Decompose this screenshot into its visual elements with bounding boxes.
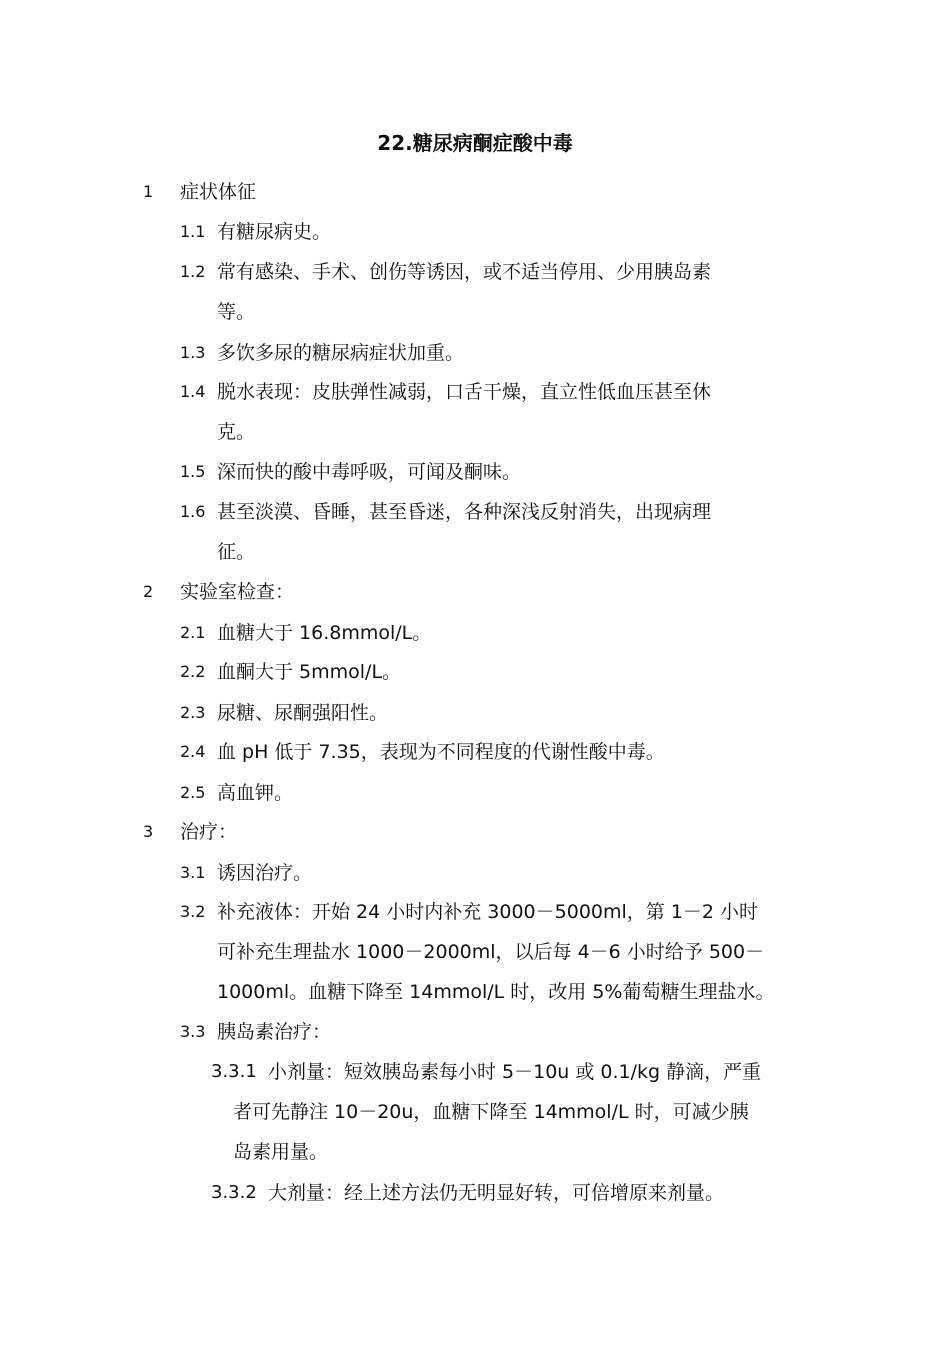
item-1-1-number: 1.1 [180, 222, 206, 241]
section-2-number: 2 [143, 582, 154, 601]
subitem-3-3-1-text: 小剂量：短效胰岛素每小时 5－10u 或 0.1/kg 静滴，严重 [268, 1061, 762, 1083]
subitem-3-3-2-number: 3.3.2 [211, 1182, 257, 1203]
subitem-3-3-2-text: 大剂量：经上述方法仍无明显好转，可倍增原来剂量。 [268, 1182, 725, 1204]
item-3-3-text: 胰岛素治疗： [217, 1021, 332, 1043]
item-2-3-text: 尿糖、尿酮强阳性。 [217, 702, 389, 724]
item-1-5-number: 1.5 [180, 462, 206, 481]
item-1-5-text: 深而快的酸中毒呼吸，可闻及酮味。 [217, 461, 522, 483]
item-1-4-text: 脱水表现：皮肤弹性减弱，口舌干燥，直立性低血压甚至休 [217, 381, 712, 403]
subitem-3-3-1-number: 3.3.1 [211, 1061, 257, 1082]
item-3-2-number: 3.2 [180, 902, 206, 921]
item-1-4-text-cont: 克。 [217, 421, 256, 443]
item-1-1-text: 有糖尿病史。 [217, 221, 332, 243]
item-1-6-text: 甚至淡漠、昏睡，甚至昏迷，各种深浅反射消失，出现病理 [217, 501, 712, 523]
section-3-heading: 治疗： [180, 821, 238, 843]
item-3-3-number: 3.3 [180, 1022, 206, 1041]
item-1-3-number: 1.3 [180, 343, 206, 362]
item-2-3-number: 2.3 [180, 703, 206, 722]
item-2-4-text: 血 pH 低于 7.35，表现为不同程度的代谢性酸中毒。 [217, 741, 665, 763]
item-2-5-text: 高血钾。 [217, 782, 294, 804]
subitem-3-3-1-text-cont-2: 岛素用量。 [233, 1141, 329, 1163]
document-title: 22.糖尿病酮症酸中毒 [377, 131, 573, 155]
item-2-1-text: 血糖大于 16.8mmol/L。 [217, 622, 432, 644]
item-3-1-text: 诱因治疗。 [217, 862, 313, 884]
item-3-2-text: 补充液体：开始 24 小时内补充 3000－5000ml，第 1－2 小时 [217, 901, 759, 923]
item-3-2-text-cont-1: 可补充生理盐水 1000－2000ml，以后每 4－6 小时给予 500－ [217, 941, 765, 963]
section-2-heading: 实验室检查： [180, 581, 295, 603]
item-2-2-number: 2.2 [180, 662, 206, 681]
item-3-1-number: 3.1 [180, 863, 206, 882]
section-1-number: 1 [143, 182, 154, 201]
item-1-4-number: 1.4 [180, 382, 206, 401]
subitem-3-3-1-text-cont-1: 者可先静注 10－20u，血糖下降至 14mmol/L 时，可减少胰 [233, 1101, 749, 1123]
item-2-1-number: 2.1 [180, 623, 206, 642]
section-3-number: 3 [143, 822, 154, 841]
section-1-heading: 症状体征 [180, 181, 257, 203]
item-1-6-text-cont: 征。 [217, 541, 256, 563]
item-1-2-text: 常有感染、手术、创伤等诱因，或不适当停用、少用胰岛素 [217, 261, 712, 283]
item-2-2-text: 血酮大于 5mmol/L。 [217, 661, 402, 683]
item-1-2-text-cont: 等。 [217, 301, 256, 323]
item-2-5-number: 2.5 [180, 783, 206, 802]
item-1-6-number: 1.6 [180, 502, 206, 521]
item-3-2-text-cont-2: 1000ml。血糖下降至 14mmol/L 时，改用 5%葡萄糖生理盐水。 [217, 981, 775, 1003]
item-2-4-number: 2.4 [180, 742, 206, 761]
item-1-2-number: 1.2 [180, 262, 206, 281]
item-1-3-text: 多饮多尿的糖尿病症状加重。 [217, 342, 465, 364]
